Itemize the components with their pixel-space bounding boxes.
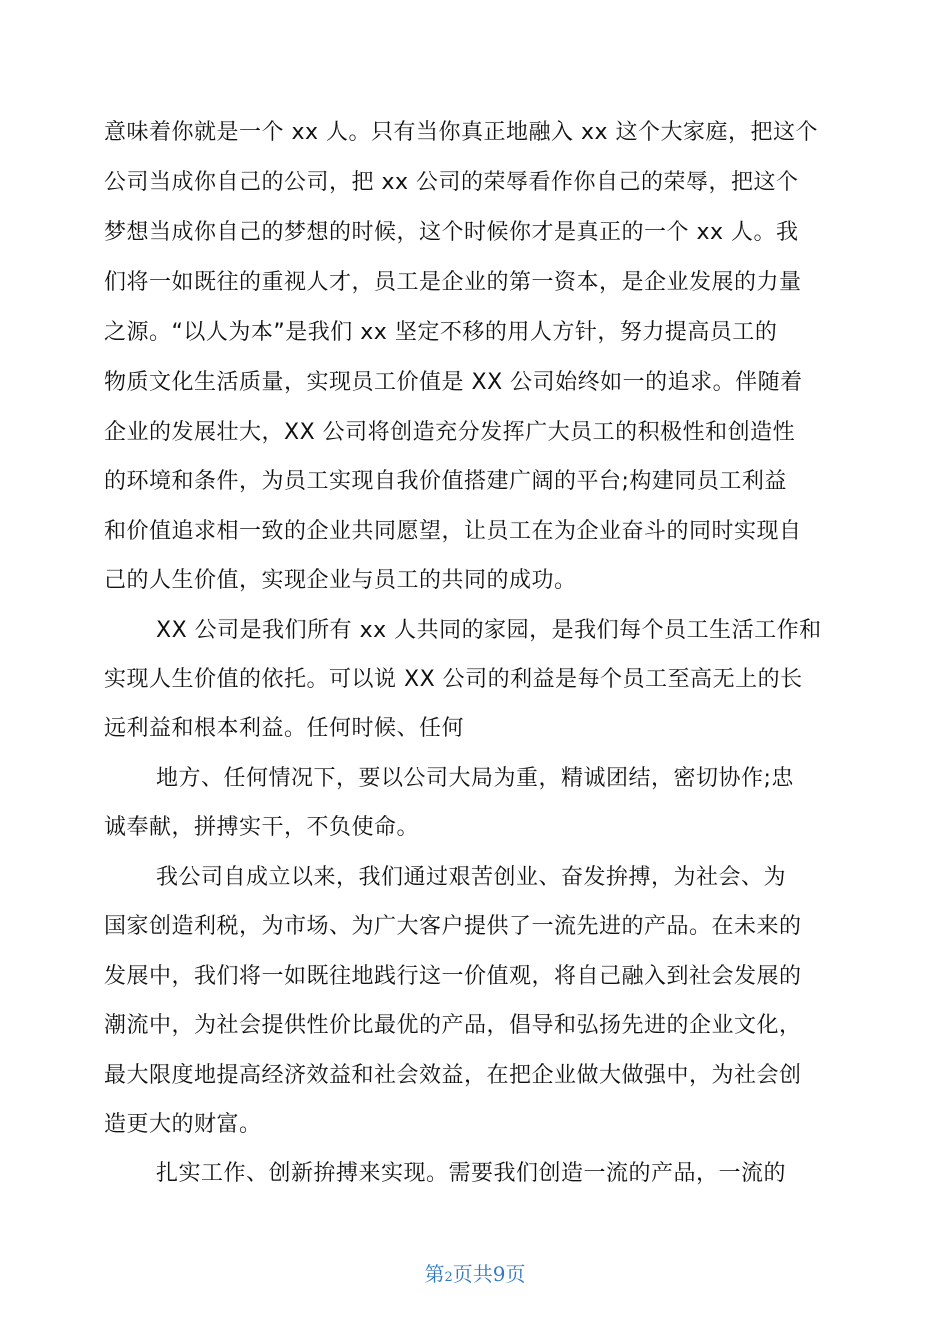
paragraph-start-line: 地方、任何情况下，要以公司大局为重，精诚团结，密切协作;忠 xyxy=(156,766,794,791)
text-line: 国家创造利税，为市场、为广大客户提供了一流先进的产品。在未来的 xyxy=(104,914,802,939)
text-line: 发展中，我们将一如既往地践行这一价值观，将自己融入到社会发展的 xyxy=(104,964,802,989)
text-line: 己的人生价值，实现企业与员工的共同的成功。 xyxy=(104,568,577,593)
text-line: 物质文化生活质量，实现员工价值是 XX 公司始终如一的追求。伴随着 xyxy=(104,370,803,395)
paragraph-start-line: 我公司自成立以来，我们通过艰苦创业、奋发拚搏，为社会、为 xyxy=(156,865,787,890)
text-line: 的环境和条件，为员工实现自我价值搭建广阔的平台;构建同员工利益 xyxy=(104,469,787,494)
footer-page-number: 2 xyxy=(444,1270,453,1285)
text-line: 最大限度地提高经济效益和社会效益，在把企业做大做强中，为社会创 xyxy=(104,1063,802,1088)
footer-prefix: 第 xyxy=(424,1262,445,1286)
text-line: 和价值追求相一致的企业共同愿望，让员工在为企业奋斗的同时实现自 xyxy=(104,519,802,544)
text-line: 造更大的财富。 xyxy=(104,1112,262,1137)
footer-total-pages: 9 xyxy=(492,1262,506,1286)
footer-suffix: 页 xyxy=(505,1262,526,1286)
text-line: 企业的发展壮大，XX 公司将创造充分发挥广大员工的积极性和创造性 xyxy=(104,420,796,445)
paragraph-start-line: XX 公司是我们所有 xx 人共同的家园，是我们每个员工生活工作和 xyxy=(156,618,822,643)
text-line: 潮流中，为社会提供性价比最优的产品，倡导和弘扬先进的企业文化， xyxy=(104,1013,802,1038)
text-line: 意味着你就是一个 xx 人。只有当你真正地融入 xx 这个大家庭，把这个 xyxy=(104,120,819,145)
text-line: 远利益和根本利益。任何时候、任何 xyxy=(104,716,465,741)
text-line: 之源。“以人为本”是我们 xx 坚定不移的用人方针，努力提高员工的 xyxy=(104,320,778,345)
text-line: 梦想当成你自己的梦想的时候，这个时候你才是真正的一个 xx 人。我 xyxy=(104,220,799,245)
text-line: 公司当成你自己的公司，把 xx 公司的荣辱看作你自己的荣辱，把这个 xyxy=(104,170,799,195)
footer-middle: 页共 xyxy=(452,1262,493,1286)
text-line: 们将一如既往的重视人才，员工是企业的第一资本，是企业发展的力量 xyxy=(104,270,802,295)
text-line: 诚奉献，拼搏实干，不负使命。 xyxy=(104,815,420,840)
paragraph-start-line: 扎实工作、创新拚搏来实现。需要我们创造一流的产品，一流的 xyxy=(156,1161,787,1186)
page-footer xyxy=(0,1258,950,1287)
text-line: 实现人生价值的依托。可以说 XX 公司的利益是每个员工至高无上的长 xyxy=(104,667,803,692)
